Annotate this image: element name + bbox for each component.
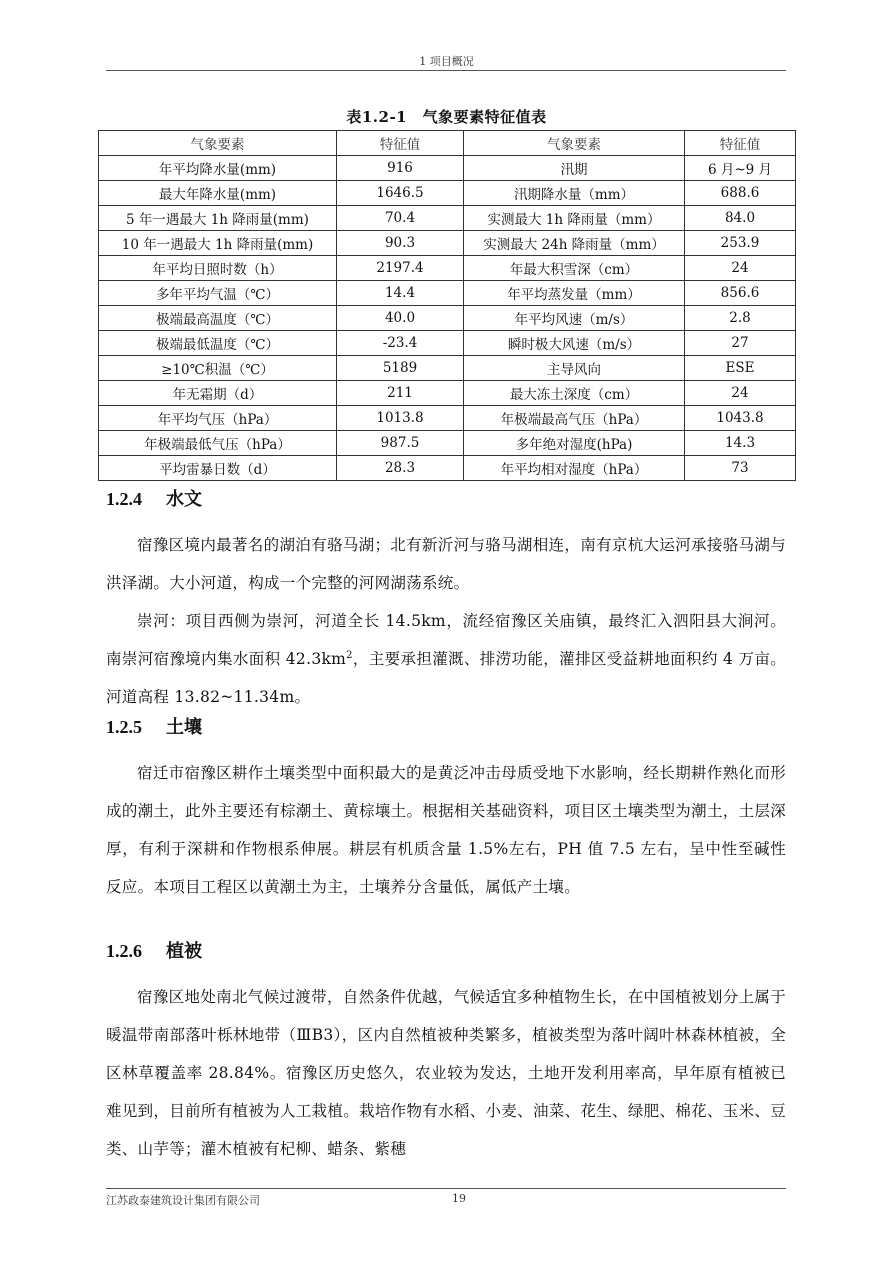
table-cell: 1013.8: [337, 406, 464, 431]
footer-rule: [106, 1188, 786, 1189]
table-cell: 主导风向: [464, 356, 685, 381]
section-heading-soil: [106, 713, 202, 739]
section-number: 1.2.6: [106, 941, 142, 961]
table-cell: 年极端最高气压（hPa）: [464, 406, 685, 431]
table-cell: 10 年一遇最大 1h 降雨量(mm): [99, 231, 337, 256]
table-cell: 年极端最低气压（hPa）: [99, 431, 337, 456]
table-cell: 1043.8: [685, 406, 796, 431]
table-row: [99, 281, 796, 306]
table-cell: 70.4: [337, 206, 464, 231]
table-row: [99, 431, 796, 456]
table-cell: 汛期降水量（mm）: [464, 181, 685, 206]
table-cell: 40.0: [337, 306, 464, 331]
climate-table: [98, 130, 796, 481]
table-cell: 14.4: [337, 281, 464, 306]
table-row: [99, 331, 796, 356]
table-header-row: [99, 131, 796, 156]
section-number: 1.2.5: [106, 717, 142, 737]
table-cell: 年平均气压（hPa）: [99, 406, 337, 431]
table-cell: 14.3: [685, 431, 796, 456]
table-cell: 5189: [337, 356, 464, 381]
table-row: [99, 206, 796, 231]
hydrology-paragraph-1: 宿豫区境内最著名的湖泊有骆马湖；北有新沂河与骆马湖相连，南有京杭大运河承接骆马湖与洪泽湖。大小河道，构成一个完整的河网湖荡系统。: [106, 536, 786, 592]
section-heading-hydrology: [106, 485, 202, 511]
table-row: [99, 456, 796, 481]
table-cell: 最大冻土深度（cm）: [464, 381, 685, 406]
table-cell: 年平均风速（m/s）: [464, 306, 685, 331]
table-cell: 多年绝对湿度(hPa): [464, 431, 685, 456]
table-cell: 2.8: [685, 306, 796, 331]
table-cell: 73: [685, 456, 796, 481]
table-cell: 1646.5: [337, 181, 464, 206]
table-cell: 年平均日照时数（h）: [99, 256, 337, 281]
hydrology-paragraph-2-part-2: ，主要承担灌溉、排涝功能，灌排区受益耕地面积约 4 万亩。河道高程 13.82~11.34m。: [106, 650, 786, 706]
table-cell: ≥10℃积温（℃）: [99, 356, 337, 381]
soil-paragraph-1: 宿迁市宿豫区耕作土壤类型中面积最大的是黄泛冲击母质受地下水影响，经长期耕作熟化而形成的潮土，此外主要还有棕潮土、黄棕壤土。根据相关基础资料，项目区土壤类型为潮土，土层深厚，有利于深耕和作物根系伸展。耕层有机质含量 1.5%左右，PH 值 7.5 左右，呈中性至碱性反应。本项目工程区以黄潮土为主，土壤养分含量低，属低产土壤。: [106, 764, 786, 896]
hydrology-paragraph-2-part-1: 崇河：项目西侧为崇河，河道全长 14.5km，流经宿豫区关庙镇，最终汇入泗阳县大涧河。南崇河宿豫境内集水面积 42.3km: [106, 612, 786, 668]
table-row: [99, 306, 796, 331]
table-header-cell: 特征值: [685, 131, 796, 156]
table-row: [99, 256, 796, 281]
page-header: 1 项目概况: [419, 55, 474, 68]
page-number: 19: [452, 1192, 466, 1205]
table-cell: 24: [685, 381, 796, 406]
hydrology-paragraph-2: [106, 602, 786, 716]
table-cell: 瞬时极大风速（m/s）: [464, 331, 685, 356]
section-heading-vegetation: [106, 937, 202, 963]
table-cell: 90.3: [337, 231, 464, 256]
table-cell: 极端最低温度（℃）: [99, 331, 337, 356]
table-cell: 年平均相对湿度（hPa）: [464, 456, 685, 481]
table-cell: 平均雷暴日数（d）: [99, 456, 337, 481]
table-cell: -23.4: [337, 331, 464, 356]
section-title: 水文: [166, 489, 202, 510]
table-cell: 年最大积雪深（cm）: [464, 256, 685, 281]
table-cell: 最大年降水量(mm): [99, 181, 337, 206]
table-cell: ESE: [685, 356, 796, 381]
table-cell: 253.9: [685, 231, 796, 256]
section-title: 土壤: [166, 717, 202, 738]
table-cell: 84.0: [685, 206, 796, 231]
table-cell: 年无霜期（d）: [99, 381, 337, 406]
table-row: [99, 156, 796, 181]
table-cell: 极端最高温度（℃）: [99, 306, 337, 331]
table-cell: 6 月~9 月: [685, 156, 796, 181]
table-cell: 2197.4: [337, 256, 464, 281]
table-cell: 916: [337, 156, 464, 181]
header-rule: [106, 70, 786, 71]
vegetation-paragraph-1: 宿豫区地处南北气候过渡带，自然条件优越，气候适宜多种植物生长，在中国植被划分上属于暖温带南部落叶栎林地带（ⅢB3），区内自然植被种类繁多，植被类型为落叶阔叶林森林植被，全区林草覆盖率 28.84%。宿豫区历史悠久，农业较为发达，土地开发利用率高，早年原有植被已难见到，目前所有植被为人工栽植。栽培作物有水稻、小麦、油菜、花生、绿肥、棉花、玉米、豆类、山芋等；灌木植被有杞柳、蜡条、紫穗: [106, 988, 786, 1158]
table-title: 表1.2-1 气象要素特征值表: [346, 108, 547, 126]
table-body: [99, 156, 796, 481]
table-cell: 汛期: [464, 156, 685, 181]
table-cell: 年平均降水量(mm): [99, 156, 337, 181]
table-row: [99, 406, 796, 431]
table-cell: 28.3: [337, 456, 464, 481]
section-number: 1.2.4: [106, 489, 142, 509]
table-row: [99, 181, 796, 206]
table-cell: 987.5: [337, 431, 464, 456]
table-header-cell: 特征值: [337, 131, 464, 156]
table-row: [99, 381, 796, 406]
table-cell: 实测最大 1h 降雨量（mm）: [464, 206, 685, 231]
table-cell: 实测最大 24h 降雨量（mm）: [464, 231, 685, 256]
superscript: 2: [346, 649, 353, 661]
table-cell: 856.6: [685, 281, 796, 306]
table-cell: 211: [337, 381, 464, 406]
table-header-cell: 气象要素: [464, 131, 685, 156]
table-cell: 年平均蒸发量（mm）: [464, 281, 685, 306]
table-cell: 5 年一遇最大 1h 降雨量(mm): [99, 206, 337, 231]
table-row: [99, 231, 796, 256]
footer-company: 江苏政泰建筑设计集团有限公司: [106, 1194, 260, 1207]
table-cell: 24: [685, 256, 796, 281]
table-cell: 688.6: [685, 181, 796, 206]
table-row: [99, 356, 796, 381]
table-header-cell: 气象要素: [99, 131, 337, 156]
section-title: 植被: [166, 941, 202, 962]
table-cell: 27: [685, 331, 796, 356]
table-cell: 多年平均气温（℃）: [99, 281, 337, 306]
